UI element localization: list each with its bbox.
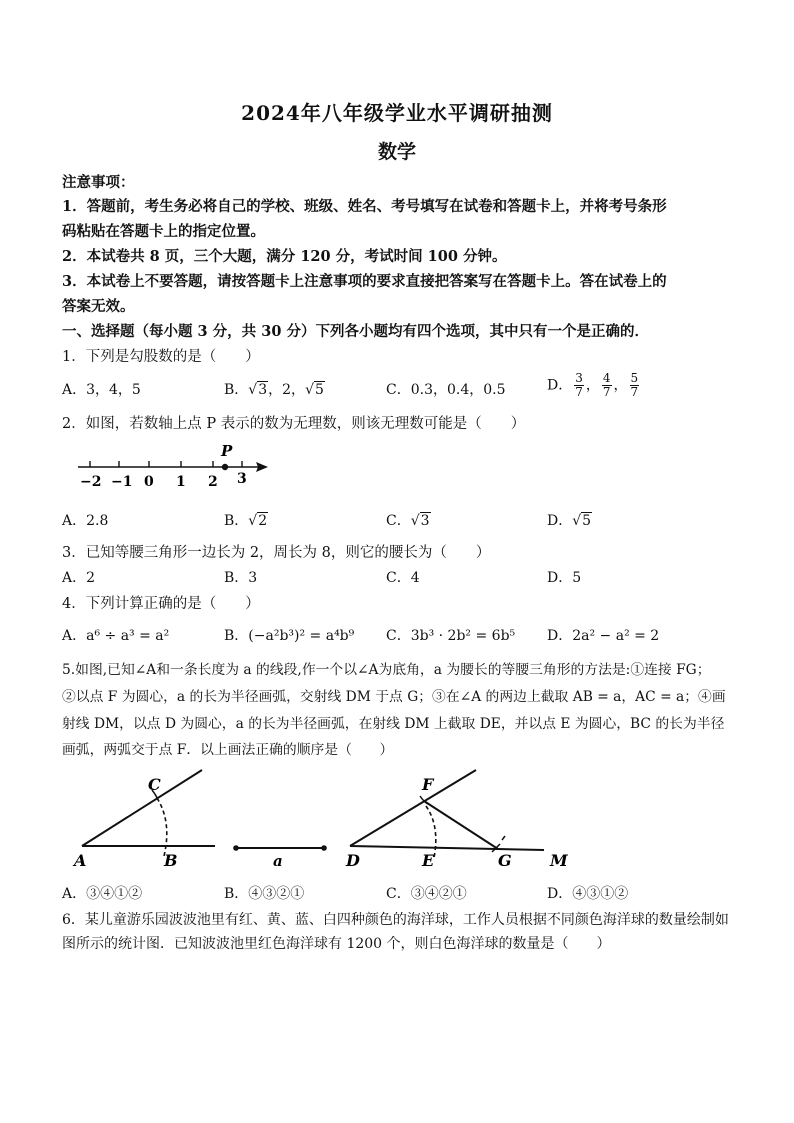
q6-stem-line: 图所示的统计图．已知波波池里红色海洋球有 1200 个，则白色海洋球的数量是（ ） bbox=[62, 936, 611, 952]
fraction: $\frac{5}{7}$ bbox=[630, 371, 639, 399]
q2-option-b: B．√2 bbox=[224, 513, 268, 529]
q3-option-c: C．4 bbox=[386, 570, 420, 586]
construction-figure bbox=[60, 760, 580, 878]
label-a-point: A bbox=[74, 851, 87, 870]
q4-option-b: B．(−a²b³)² = a⁴b⁹ bbox=[224, 628, 355, 644]
label-c-point: C bbox=[148, 775, 161, 794]
q1-option-b: B．√3，2，√5 bbox=[224, 382, 324, 398]
exam-title: 2024年八年级学业水平调研抽测 bbox=[241, 101, 553, 125]
notice-item: 答案无效。 bbox=[62, 298, 135, 315]
tick-label: 0 bbox=[144, 474, 154, 490]
q5-stem-line: 射线 DM，以点 D 为圆心，a 的长为半径画弧，在射线 DM 上截取 DE，并以点 E 为圆心，BC 的长为半径 bbox=[62, 716, 725, 732]
notice-item: 码粘贴在答题卡上的指定位置。 bbox=[62, 223, 265, 240]
q2-option-d: D．√5 bbox=[547, 513, 592, 529]
tick-label: 1 bbox=[176, 474, 186, 490]
tick-label: −1 bbox=[111, 474, 133, 490]
q5-option-c: C．③④②① bbox=[386, 886, 467, 902]
q3-option-b: B．3 bbox=[224, 570, 258, 586]
label-b-point: B bbox=[164, 851, 178, 870]
label-d-point: D bbox=[346, 851, 360, 870]
notice-item: 1．答题前，考生务必将自己的学校、班级、姓名、考号填写在试卷和答题卡上，并将考号条形 bbox=[62, 198, 667, 215]
q5-option-b: B．④③②① bbox=[224, 886, 305, 902]
point-p bbox=[222, 464, 228, 470]
q5-option-d: D．④③①② bbox=[547, 886, 629, 902]
tick-label: 2 bbox=[208, 474, 218, 490]
sqrt-symbol: √3 bbox=[248, 382, 268, 398]
number-line-figure bbox=[70, 440, 280, 492]
tick-label: 3 bbox=[237, 471, 247, 487]
point-p-label: P bbox=[221, 442, 233, 460]
q2-option-c: C．√3 bbox=[386, 513, 430, 529]
q1-option-a: A．3，4，5 bbox=[62, 382, 141, 398]
q4-option-d: D．2a² − a² = 2 bbox=[547, 628, 660, 644]
fraction: $\frac{3}{7}$ bbox=[575, 371, 583, 399]
q5-option-a: A．③④①② bbox=[62, 886, 143, 902]
q4-option-c: C．3b³ · 2b² = 6b⁵ bbox=[386, 628, 516, 644]
q4-stem: 4．下列计算正确的是（ ） bbox=[62, 596, 260, 612]
tick-label: −2 bbox=[80, 474, 102, 490]
notice-item: 3．本试卷上不要答题，请按答题卡上注意事项的要求直接把答案写在答题卡上。答在试卷上的 bbox=[62, 273, 667, 290]
q5-stem-line: 5.如图,已知∠A和一条长度为 a 的线段,作一个以∠A为底角，a 为腰长的等腰三角形的方法是:①连接 FG； bbox=[62, 662, 711, 678]
q2-stem: 2．如图，若数轴上点 P 表示的数为无理数，则该无理数可能是（ ） bbox=[62, 416, 526, 432]
label-g-point: G bbox=[498, 851, 512, 870]
q3-stem: 3．已知等腰三角形一边长为 2，周长为 8，则它的腰长为（ ） bbox=[62, 545, 491, 561]
q5-stem-line: 画弧，两弧交于点 F．以上画法正确的顺序是（ ） bbox=[62, 742, 394, 758]
sqrt-symbol: √5 bbox=[305, 382, 324, 398]
q1-option-d: D． $\frac{3}{7}$ ， $\frac{4}{7}$ ， $\frac{5}{7}$ bbox=[547, 371, 639, 399]
q1-option-c: C．0.3，0.4，0.5 bbox=[386, 382, 506, 398]
q6-stem-line: 6．某儿童游乐园波波池里有红、黄、蓝、白四种颜色的海洋球，工作人员根据不同颜色海洋球的数量绘制如 bbox=[62, 912, 729, 928]
label-f-point: F bbox=[422, 775, 434, 794]
subject-title: 数学 bbox=[377, 141, 416, 163]
section-heading: 一、选择题（每小题 3 分，共 30 分）下列各小题均有四个选项，其中只有一个是正确的． bbox=[62, 323, 649, 340]
notice-heading: 注意事项： bbox=[62, 174, 135, 191]
label-e-point: E bbox=[422, 851, 435, 870]
notice-item: 2．本试卷共 8 页，三个大题，满分 120 分，考试时间 100 分钟。 bbox=[62, 248, 507, 265]
label-m-point: M bbox=[550, 851, 568, 870]
q3-option-d: D．5 bbox=[547, 570, 582, 586]
q4-option-a: A．a⁶ ÷ a³ = a² bbox=[62, 628, 170, 644]
fraction: $\frac{4}{7}$ bbox=[602, 371, 611, 399]
label-segment-a: a bbox=[273, 852, 283, 870]
q3-option-a: A．2 bbox=[62, 570, 96, 586]
q1-stem: 1．下列是勾股数的是（ ） bbox=[62, 349, 260, 365]
q5-stem-line: ②以点 F 为圆心，a 的长为半径画弧，交射线 DM 于点 G；③在∠A 的两边上截取 AB = a，AC = a；④画 bbox=[62, 689, 726, 705]
q2-option-a: A．2.8 bbox=[62, 513, 109, 529]
